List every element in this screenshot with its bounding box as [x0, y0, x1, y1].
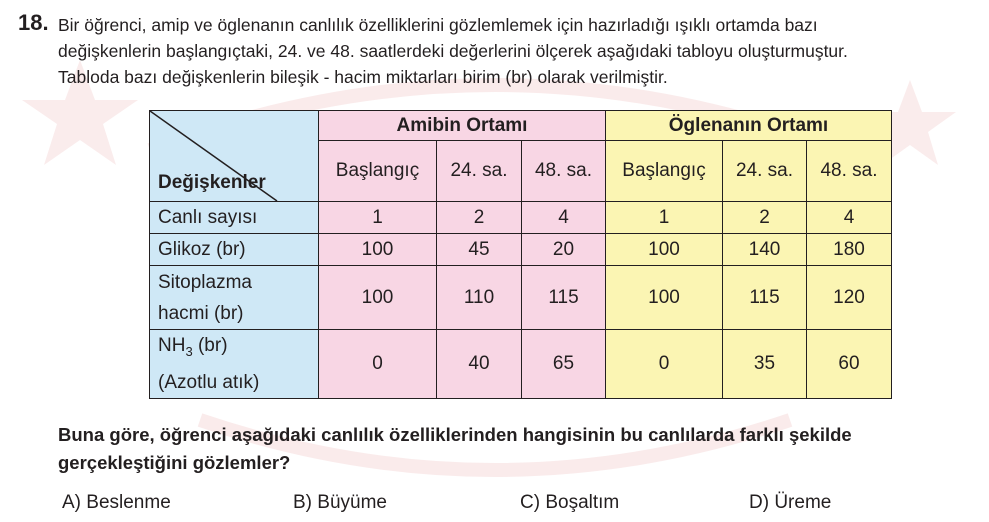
table-cell: 110 [437, 266, 522, 330]
question-line: Bir öğrenci, amip ve öglenanın canlılık özelliklerini gözlemlemek için hazırladığı ışıklı ortamda bazı [58, 15, 818, 35]
nh3-subscript: 3 [185, 343, 193, 359]
nh3-main: NH [158, 335, 186, 356]
table-cell: 40 [437, 330, 522, 399]
table-cell: 2 [437, 202, 522, 234]
row-label [150, 330, 319, 399]
table-cell: 4 [522, 202, 606, 234]
table-cell: 115 [522, 266, 606, 330]
table-cell: 100 [606, 266, 723, 330]
option-c[interactable]: C) Boşaltım [520, 492, 620, 513]
option-a[interactable]: A) Beslenme [62, 492, 171, 513]
table-row [150, 202, 892, 234]
table-cell: 115 [723, 266, 807, 330]
nh3-unit: (br) [192, 335, 228, 356]
sub-header: 24. sa. [723, 141, 807, 202]
table-cell: 1 [319, 202, 437, 234]
sub-header: Başlangıç [319, 141, 437, 202]
sub-header: Başlangıç [606, 141, 723, 202]
table-cell: 140 [723, 234, 807, 266]
sub-header: 48. sa. [522, 141, 606, 202]
sub-header: 48. sa. [807, 141, 892, 202]
row-label-line: hacmi (br) [158, 302, 244, 324]
row-label: Glikoz (br) [150, 234, 319, 266]
corner-header-cell [150, 111, 319, 202]
group-header-amip: Amibin Ortamı [319, 111, 606, 141]
row-label [150, 266, 319, 330]
row-label-line: (Azotlu atık) [158, 371, 260, 393]
table-cell: 100 [606, 234, 723, 266]
row-label-line: Sitoplazma [158, 271, 252, 293]
data-table [149, 110, 892, 399]
table-cell: 180 [807, 234, 892, 266]
question-line: değişkenlerin başlangıçtaki, 24. ve 48. saatlerdeki değerlerini ölçerek aşağıdaki tabloyu oluşturmuştur. [58, 41, 848, 61]
prompt-line: gerçekleştiğini gözlemler? [58, 452, 291, 473]
question-line: Tabloda bazı değişkenlerin bileşik - hacim miktarları birim (br) olarak verilmiştir. [58, 67, 668, 87]
table-cell: 2 [723, 202, 807, 234]
question-text [58, 12, 983, 90]
group-header-oglena: Öglenanın Ortamı [606, 111, 892, 141]
table-cell: 60 [807, 330, 892, 399]
table-cell: 100 [319, 266, 437, 330]
table-cell: 0 [606, 330, 723, 399]
row-label-line [158, 330, 318, 367]
row-label: Canlı sayısı [150, 202, 319, 234]
table-cell: 35 [723, 330, 807, 399]
table-cell: 100 [319, 234, 437, 266]
table-row [150, 266, 892, 330]
prompt-text [58, 421, 978, 477]
corner-label: Değişkenler [158, 172, 266, 193]
table-cell: 120 [807, 266, 892, 330]
prompt-line: Buna göre, öğrenci aşağıdaki canlılık özelliklerinden hangisinin bu canlılarda farklı şekilde [58, 424, 852, 445]
table-cell: 4 [807, 202, 892, 234]
table-cell: 65 [522, 330, 606, 399]
table-cell: 1 [606, 202, 723, 234]
table-row [150, 330, 892, 399]
sub-header: 24. sa. [437, 141, 522, 202]
table-cell: 45 [437, 234, 522, 266]
question-number: 18. [18, 10, 49, 35]
table-row [150, 234, 892, 266]
table-cell: 0 [319, 330, 437, 399]
table-cell: 20 [522, 234, 606, 266]
option-d[interactable]: D) Üreme [749, 492, 832, 513]
option-b[interactable]: B) Büyüme [293, 492, 387, 513]
